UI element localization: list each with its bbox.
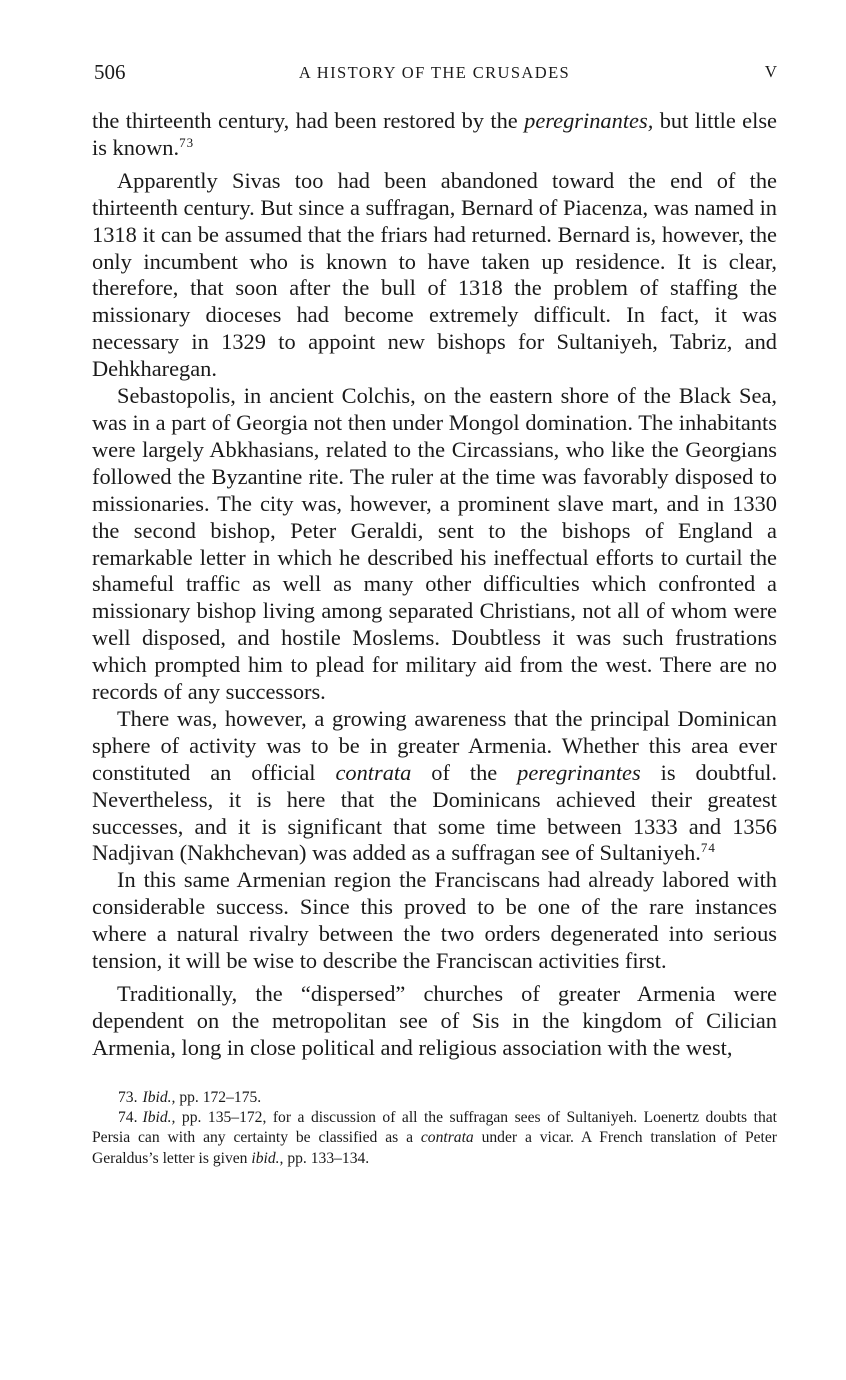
paragraph-1: the thirteenth century, had been restored by the peregrinantes, but little else is known.$^{73}$ — [92, 108, 777, 160]
paragraph-4: There was, however, a growing awareness that the principal Dominican sphere of activity was to be in greater Armenia. Whether this area ever constituted an official contrata of the peregrinantes is doubtful. Nevertheless, it is here that the Dominicans achieved their greatest successes, and it is significant that some time between 1333 and 1356 Nadjivan (Nakhchevan) was added as a suffragan see of Sultaniyeh.$^{74}$ — [92, 705, 777, 866]
footnote-74: 74. Ibid., pp. 135–172, for a discussion of all the suffragan sees of Sultaniyeh. Loenertz doubts that Persia can with any certainty be classified as a contrata under a vicar. A French translation of Peter Geraldus’s letter is given ibid., pp. 133–134. — [92, 1109, 777, 1167]
footnote-ref-73[interactable]: 73 — [179, 134, 195, 150]
footnote-ref-74[interactable]: 74 — [700, 840, 716, 856]
paragraph-6: Traditionally, the “dispersed” churches of greater Armenia were dependent on the metropolitan see of Sis in the kingdom of Cilician Armenia, long in close political and religious association with the west, — [92, 981, 777, 1060]
footnotes — [92, 1088, 777, 1169]
book-page — [92, 58, 777, 1169]
running-title: A HISTORY OF THE CRUSADES — [298, 63, 571, 82]
body-text — [92, 108, 777, 1062]
paragraph-2: Apparently Sivas too had been abandoned toward the end of the thirteenth century. But since a suffragan, Bernard of Piacenza, was named in 1318 it can be assumed that the friars had returned. Bernard is, however, the only incumbent who is known to have taken up residence. It is clear, therefore, that soon after the bull of 1318 the problem of staffing the missionary dioceses had become extremely difficult. In fact, it was necessary in 1329 to appoint new bishops for Sultaniyeh, Tabriz, and Dehkharegan. — [92, 167, 777, 382]
paragraph-3: Sebastopolis, in ancient Colchis, on the eastern shore of the Black Sea, was in a part of Georgia not then under Mongol domination. The inhabitants were largely Abkhasians, related to the Circassians, who like the Georgians followed the Byzantine rite. The ruler at the time was favorably disposed to missionaries. The city was, however, a prominent slave mart, and in 1330 the second bishop, Peter Geraldi, sent to the bishops of England a remarkable letter in which he described his ineffectual efforts to curtail the shameful traffic as well as many other difficulties which confronted a missionary bishop living among separated Christians, not all of whom were well disposed, and hostile Moslems. Doubtless it was such frustrations which prompted him to plead for military aid from the west. There are no records of any successors. — [92, 383, 777, 705]
paragraph-5: In this same Armenian region the Franciscans had already labored with considerable success. Since this proved to be one of the rare instances where a natural rivalry between the two orders degenerated into serious tension, it will be wise to describe the Franciscan activities first. — [92, 867, 777, 974]
footnote-73: 73. Ibid., pp. 172–175. — [118, 1088, 262, 1106]
volume-number: V — [764, 62, 777, 81]
page-number: 506 — [94, 60, 126, 84]
running-head — [92, 58, 777, 90]
